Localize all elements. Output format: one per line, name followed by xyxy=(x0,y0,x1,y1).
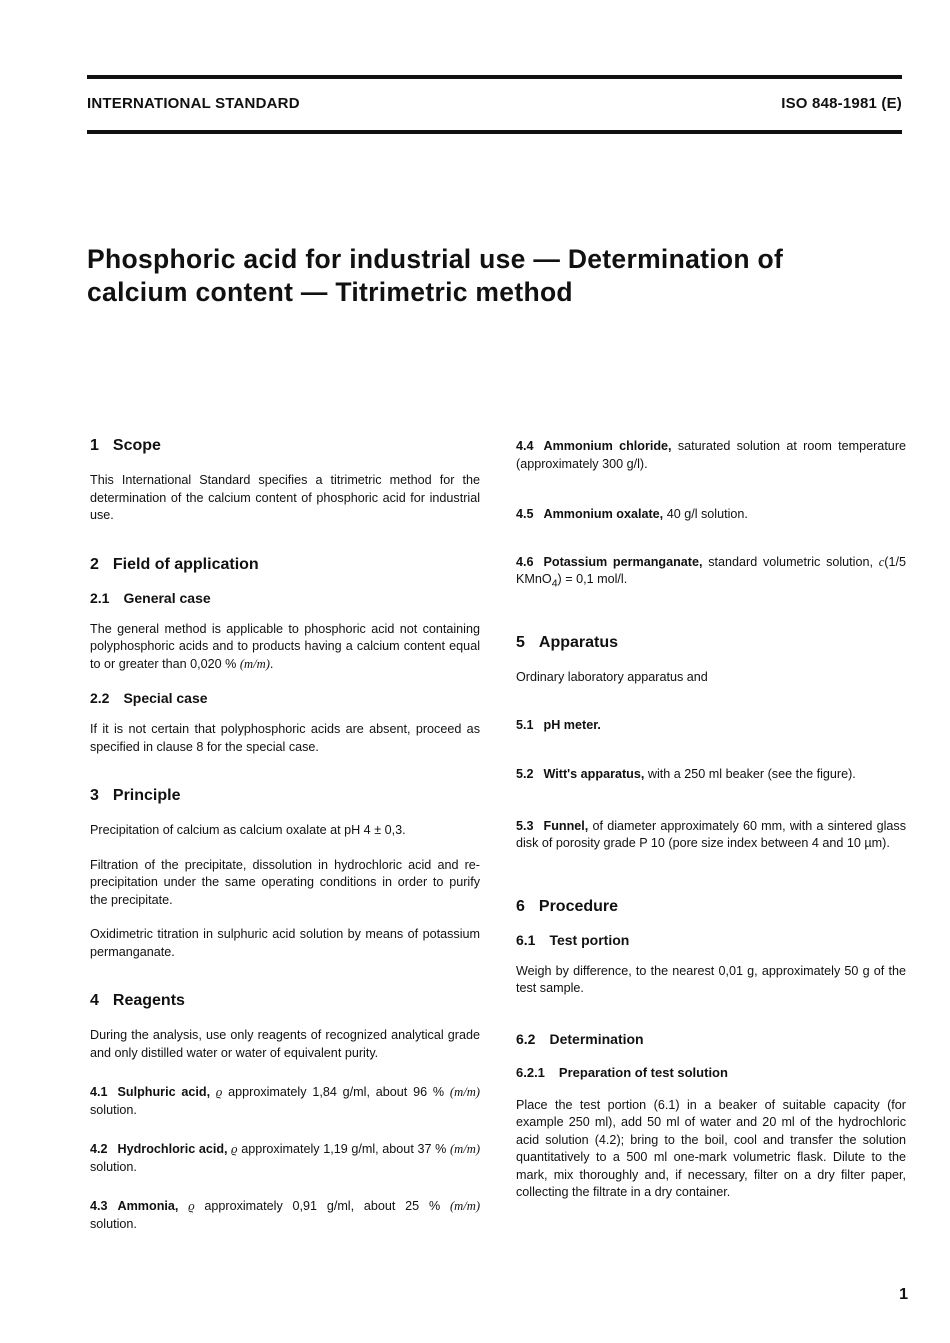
left-column xyxy=(90,436,480,1233)
section-2-2-heading: 2.2 Special case xyxy=(90,690,208,706)
section-6-2-1-heading: 6.2.1 Preparation of test solution xyxy=(516,1064,728,1080)
apparatus-5-1: 5.1 pH meter. xyxy=(516,717,601,732)
right-column xyxy=(516,436,906,1202)
standard-number: ISO 848-1981 (E) xyxy=(781,95,902,112)
section-6-1-heading: 6.1 Test portion xyxy=(516,931,630,948)
section-6-1-text: Weigh by difference, to the nearest 0,01 g, approximately 50 g of the test sample. xyxy=(516,963,906,996)
section-3-para-3: Oxidimetric titration in sulphuric acid solution by means of potassium permanganate. xyxy=(90,927,480,959)
reagent-4-2: 4.2 Hydrochloric acid, ϱ approximately 1,19 g/ml, about 37 % (m/m) solution. xyxy=(90,1142,481,1174)
document-type: INTERNATIONAL STANDARD xyxy=(87,95,300,112)
section-4-intro: During the analysis, use only reagents of recognized analytical grade and only distilled water or water of equivalent purity. xyxy=(90,1028,480,1060)
section-6-2-1-text: Place the test portion (6.1) in a beaker of suitable capacity (for example 250 ml), add 50 ml of water and 20 ml of the hydrochloric acid solution (4.2); bring to the boil, cool and transfer the solution quantitatively to a 500 ml one-mark volumetric flask. Dilute to the mark, mix thoroughly and, if necessary, filter on a dry filter paper, collecting the filtrate in a dry container. xyxy=(516,1097,906,1200)
section-3-para-2: Filtration of the precipitate, dissolution in hydrochloric acid and re-precipitation under the same operating conditions in order to purify the precipitate. xyxy=(90,857,480,907)
section-2-heading: 2 Field of application xyxy=(90,555,259,573)
apparatus-5-2: 5.2 Witt's apparatus, with a 250 ml beaker (see the figure). xyxy=(516,767,856,782)
header-bottom-rule xyxy=(87,130,902,134)
reagent-4-6: 4.6 Potassium permanganate, standard volumetric solution, c(1/5 KMnO$_4$) = 0,1 mol/l. xyxy=(516,554,906,590)
section-1-heading: 1 Scope xyxy=(90,437,161,454)
section-2-1-heading: 2.1 General case xyxy=(90,589,211,606)
section-5-intro: Ordinary laboratory apparatus and xyxy=(516,670,708,685)
section-6-heading: 6 Procedure xyxy=(516,897,619,915)
title-line-2: calcium content — Titrimetric method xyxy=(87,277,573,307)
section-2-1-text: The general method is applicable to phosphoric acid not containing polyphosphoric acids and to products having a calcium content equal to or greater than 0,020 % (m/m). xyxy=(90,621,480,671)
section-3-heading: 3 Principle xyxy=(90,787,181,804)
section-3-para-1: Precipitation of calcium as calcium oxalate at pH 4 ± 0,3. xyxy=(90,823,406,837)
title-line-1: Phosphoric acid for industrial use — Determination of xyxy=(87,244,784,274)
section-6-2-heading: 6.2 Determination xyxy=(516,1030,644,1047)
section-2-2-text: If it is not certain that polyphosphoric acids are absent, proceed as specified in clause 8 for the special case. xyxy=(90,722,480,754)
header-top-rule xyxy=(87,75,902,79)
page-number: 1 xyxy=(899,1286,908,1303)
reagent-4-4: 4.4 Ammonium chloride, saturated solution at room temperature (approximately 300 g/l). xyxy=(516,439,907,471)
apparatus-5-3: 5.3 Funnel, of diameter approximately 60 mm, with a sintered glass disk of porosity grade P 10 (pore size index between 4 and 10 µm). xyxy=(516,818,907,851)
reagent-4-1: 4.1 Sulphuric acid, ϱ approximately 1,84 g/ml, about 96 % (m/m) solution. xyxy=(90,1085,480,1117)
reagent-4-5: 4.5 Ammonium oxalate, 40 g/l solution. xyxy=(516,507,748,521)
reagent-4-3: 4.3 Ammonia, ϱ approximately 0,91 g/ml, about 25 % (m/m) solution. xyxy=(90,1199,481,1231)
section-5-heading: 5 Apparatus xyxy=(516,634,619,652)
page-title xyxy=(87,243,887,309)
section-4-heading: 4 Reagents xyxy=(90,992,185,1009)
section-1-text: This International Standard specifies a titrimetric method for the determination of the calcium content of phosphoric acid for industrial use. xyxy=(90,473,480,522)
